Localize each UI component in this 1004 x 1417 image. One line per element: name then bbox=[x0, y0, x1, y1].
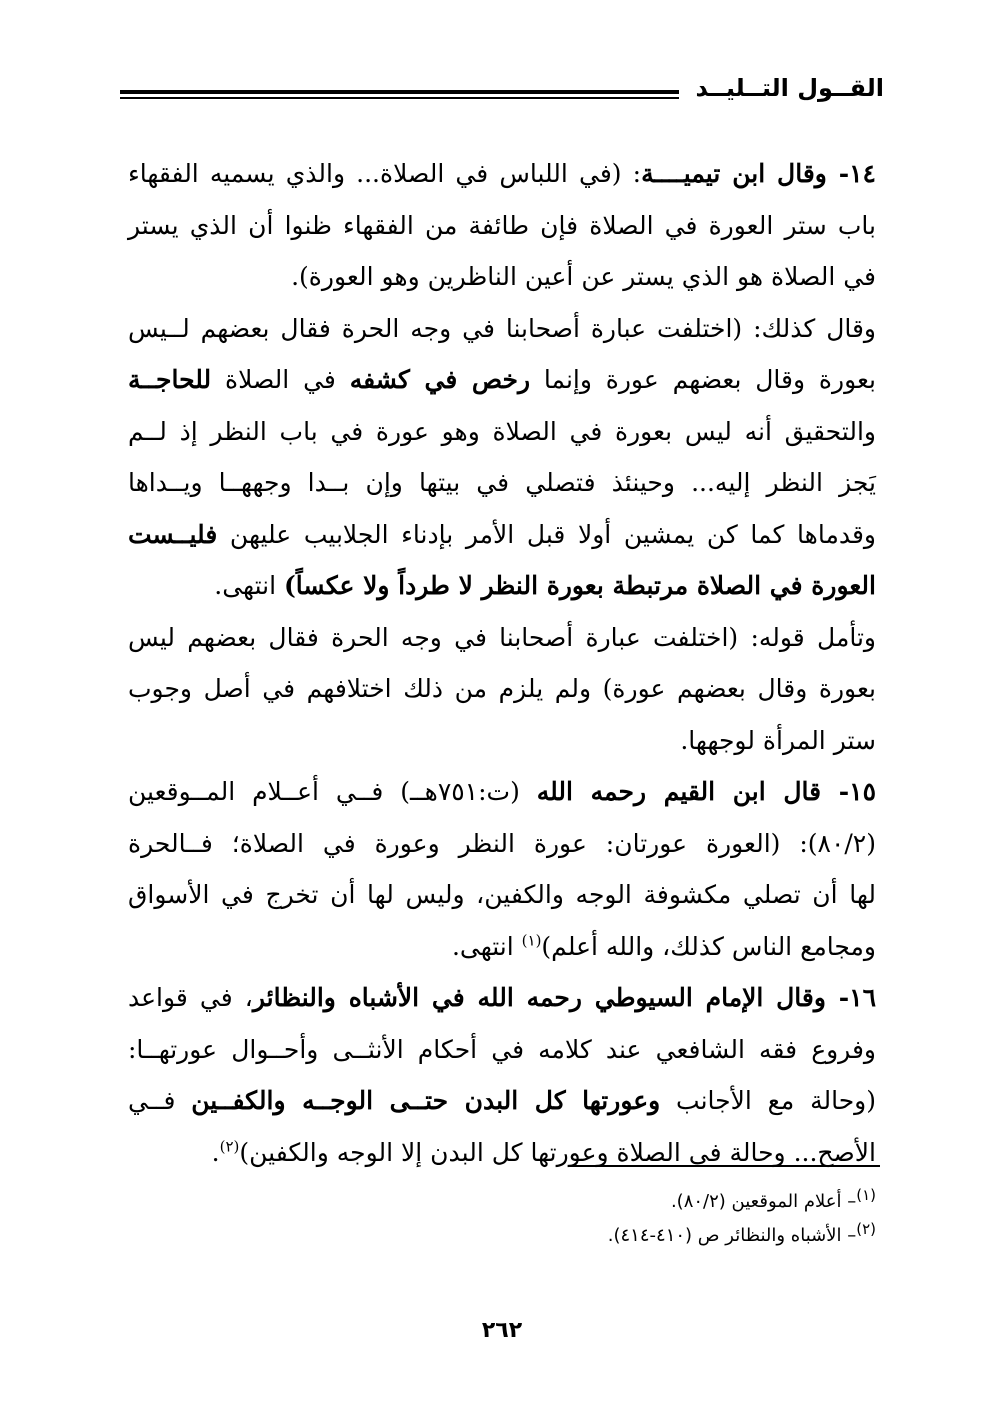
header-double-rule bbox=[120, 90, 679, 99]
footnote-text: – أعلام الموقعين (٨٠/٢). bbox=[670, 1191, 857, 1212]
text-run: وقال كذلك: (اختلفت عبارة أصحابنا في وجه الحرة فقال بعضهم لــيس bbox=[128, 313, 876, 343]
text-line bbox=[128, 1075, 876, 1127]
page-number: ٢٦٢ bbox=[481, 1318, 523, 1343]
text-run: ستر المرأة لوجهها. bbox=[680, 725, 876, 755]
text-line bbox=[128, 1024, 876, 1076]
footnote-item bbox=[456, 1219, 876, 1253]
text-run: والتحقيق أنه ليس بعورة في الصلاة وهو عورة في باب النظر إذ لــم bbox=[128, 416, 876, 446]
text-run: في الصلاة هو الذي يستر عن أعين الناظرين وهو العورة). bbox=[291, 262, 876, 291]
text-run: انتهى. bbox=[214, 571, 284, 600]
text-line bbox=[128, 251, 876, 303]
paragraph-p14b bbox=[128, 303, 876, 612]
text-line bbox=[128, 715, 876, 767]
text-line bbox=[128, 612, 876, 664]
bold-text: فليــست bbox=[128, 519, 218, 549]
text-run: يَجز النظر إليه... وحينئذ فتصلي في بيتها وإن بــدا وجههــا ويــداها bbox=[128, 468, 876, 497]
text-line bbox=[128, 818, 876, 870]
text-run: بعورة وقال بعضهم عورة وإنما bbox=[530, 365, 877, 394]
footnote-marker: (١) bbox=[856, 1186, 876, 1204]
text-run: (ت:٧٥١هــ) فــي أعــلام المــوقعين bbox=[128, 777, 537, 806]
text-run: لها أن تصلي مكشوفة الوجه والكفين، وليس لها أن تخرج في الأسواق bbox=[128, 880, 876, 909]
text-line bbox=[128, 457, 876, 509]
text-run: وفروع فقه الشافعي عند كلامه في أحكام الأنثــى وأحــوال عورتهــا: bbox=[128, 1034, 876, 1064]
text-run: ، في قواعد bbox=[128, 983, 253, 1012]
bold-text: وعورتها كل البدن حتــى الوجــه والكفــين bbox=[191, 1086, 661, 1115]
text-run: في الصلاة bbox=[211, 365, 350, 394]
footnote-ref: (١) bbox=[521, 931, 542, 950]
text-line bbox=[128, 200, 876, 252]
text-run: فــي bbox=[128, 1086, 192, 1115]
bold-text: ١٦- وقال الإمام السيوطي رحمه الله في الأشباه والنظائر bbox=[252, 983, 876, 1012]
text-line bbox=[128, 354, 876, 406]
footnote-marker: (٢) bbox=[856, 1220, 876, 1238]
text-line bbox=[128, 972, 876, 1024]
paragraph-p16 bbox=[128, 972, 876, 1178]
text-line bbox=[128, 869, 876, 921]
header-title: القــول التــليــد bbox=[695, 74, 884, 102]
text-line bbox=[128, 1127, 876, 1179]
text-run: الأصح... وحالة في الصلاة وعورتها كل البدن إلا الوجه والكفين) bbox=[239, 1137, 876, 1167]
text-line bbox=[128, 303, 876, 355]
text-run: باب ستر العورة في الصلاة فإن طائفة من الفقهاء ظنوا أن الذي يستر bbox=[128, 210, 876, 240]
text-line bbox=[128, 560, 876, 612]
bold-text: للحاجــة bbox=[128, 365, 212, 394]
footnote-ref: (٢) bbox=[219, 1137, 240, 1156]
text-line bbox=[128, 148, 876, 200]
paragraph-p15 bbox=[128, 766, 876, 972]
bold-text: رخص في كشفه bbox=[349, 365, 531, 394]
running-header bbox=[120, 72, 884, 112]
bold-text: ١٥- قال ابن القيم رحمه الله bbox=[536, 777, 876, 806]
text-run: (٨٠/٢): (العورة عورتان: عورة النظر وعورة في الصلاة؛ فــالحرة bbox=[128, 828, 876, 858]
footnote-separator bbox=[570, 1165, 880, 1167]
bold-text: ١٤- وقال ابن تيميــــة bbox=[641, 159, 876, 188]
text-line bbox=[128, 663, 876, 715]
text-line bbox=[128, 766, 876, 818]
footnote-item bbox=[456, 1185, 876, 1219]
text-run: (وحالة مع الأجانب bbox=[660, 1086, 876, 1115]
footnotes bbox=[456, 1185, 876, 1253]
text-line bbox=[128, 406, 876, 458]
text-run: . bbox=[211, 1137, 220, 1167]
text-run: وقدماها كما كن يمشين أولا قبل الأمر بإدناء الجلابيب عليهن bbox=[217, 519, 876, 549]
text-line bbox=[128, 509, 876, 561]
body-text bbox=[128, 148, 876, 1178]
text-run: ومجامع الناس كذلك، والله أعلم) bbox=[541, 931, 876, 961]
paragraph-p14c bbox=[128, 612, 876, 767]
text-line bbox=[128, 921, 876, 973]
bold-text: العورة في الصلاة مرتبطة بعورة النظر لا طرداً ولا عكساً) bbox=[283, 571, 876, 600]
text-run: وتأمل قوله: (اختلفت عبارة أصحابنا في وجه الحرة فقال بعضهم ليس bbox=[128, 622, 876, 652]
paragraph-p14 bbox=[128, 148, 876, 303]
footnote-text: – الأشباه والنظائر ص (٤١٠-٤١٤). bbox=[607, 1225, 857, 1246]
text-run: بعورة وقال بعضهم عورة) ولم يلزم من ذلك اختلافهم في أصل وجوب bbox=[128, 674, 876, 703]
text-run: : (في اللباس في الصلاة... والذي يسميه الفقهاء bbox=[128, 159, 642, 188]
text-run: انتهى. bbox=[451, 931, 522, 961]
